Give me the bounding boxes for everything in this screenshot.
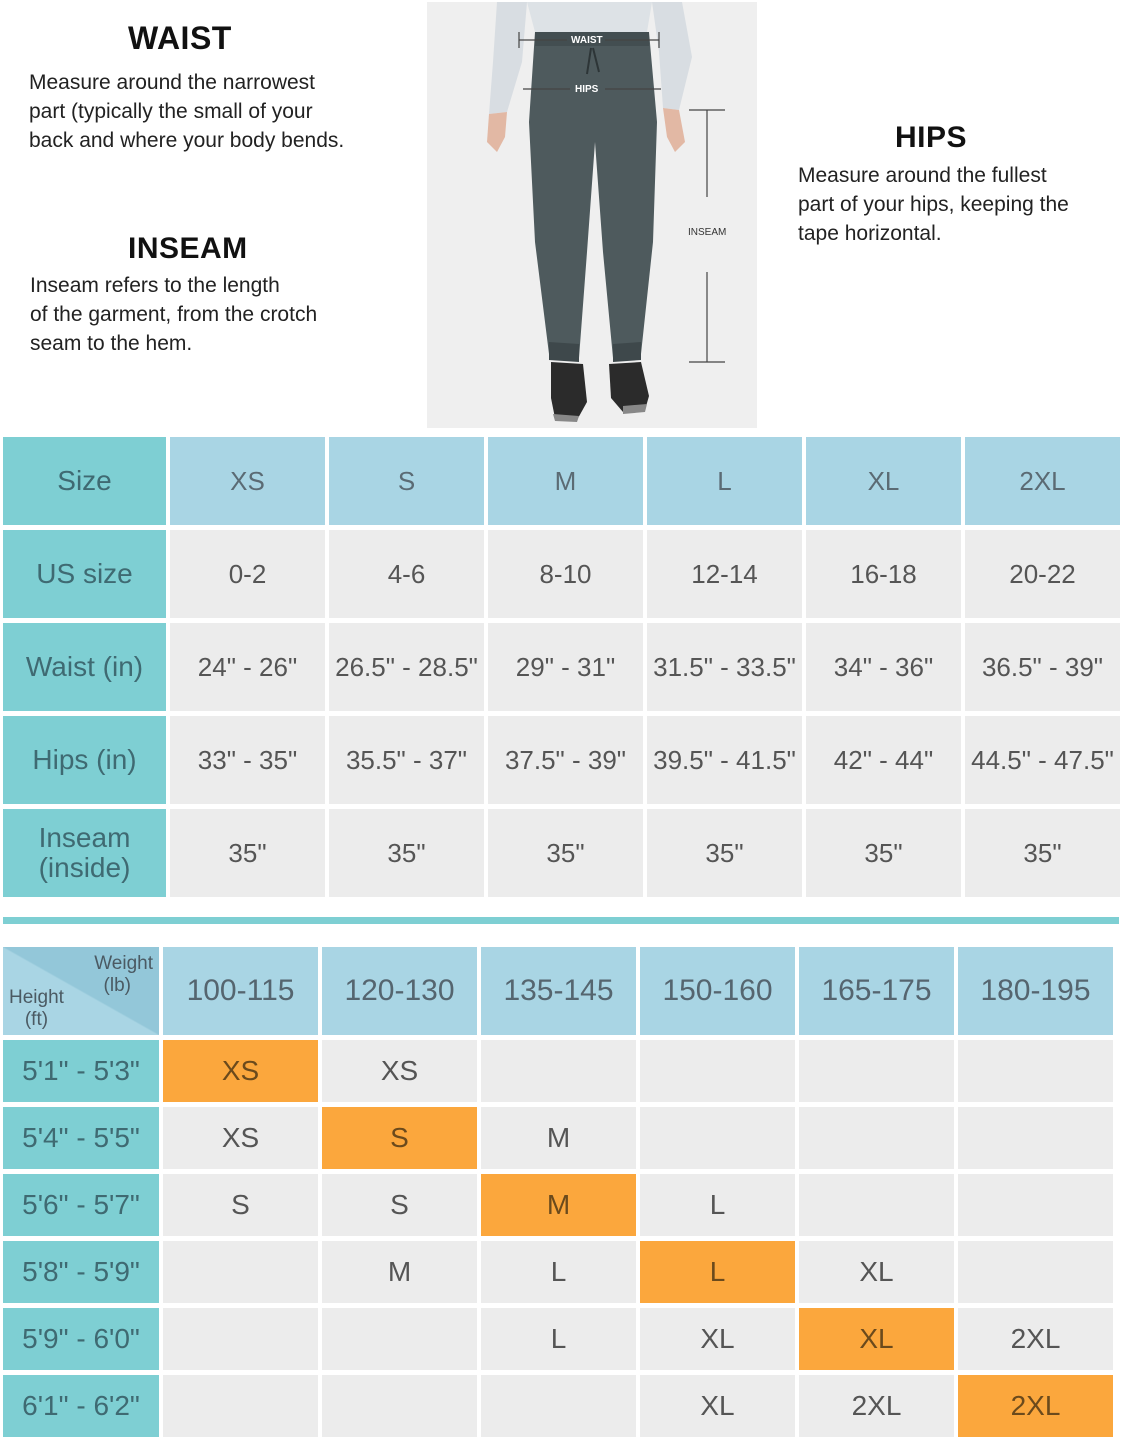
- size-chart-table: [3, 437, 1119, 897]
- recommended-size-cell: XS: [163, 1040, 318, 1102]
- height-row-label: 5'1" - 5'3": [3, 1040, 159, 1102]
- table-cell: 36.5" - 39": [965, 623, 1120, 711]
- size-cell: [799, 1107, 954, 1169]
- table-cell: 42" - 44": [806, 716, 961, 804]
- recommended-size-cell: M: [481, 1174, 636, 1236]
- weight-header: 135-145: [481, 947, 636, 1035]
- table-cell: 35": [329, 809, 484, 897]
- table-cell: 33" - 35": [170, 716, 325, 804]
- hips-description: [798, 161, 1069, 248]
- height-row-label: 6'1" - 6'2": [3, 1375, 159, 1437]
- table-cell: 8-10: [488, 530, 643, 618]
- inseam-description: [30, 271, 317, 358]
- hips-title: HIPS: [895, 121, 968, 154]
- jogger-pants-illustration: [427, 2, 757, 428]
- size-header-2xl: 2XL: [965, 437, 1120, 525]
- height-row-label: 5'9" - 6'0": [3, 1308, 159, 1370]
- size-cell: XL: [799, 1241, 954, 1303]
- size-cell: M: [322, 1241, 477, 1303]
- table-cell: 29" - 31": [488, 623, 643, 711]
- size-header-xs: XS: [170, 437, 325, 525]
- photo-hips-label: HIPS: [575, 84, 599, 95]
- weight-header: 150-160: [640, 947, 795, 1035]
- table-cell: 44.5" - 47.5": [965, 716, 1120, 804]
- waist-line-1: Measure around the narrowest: [29, 71, 315, 94]
- table-cell: 35": [647, 809, 802, 897]
- table-cell: 35": [170, 809, 325, 897]
- row-label-us-size: US size: [3, 530, 166, 618]
- size-cell: L: [481, 1308, 636, 1370]
- size-cell: L: [481, 1241, 636, 1303]
- size-cell: [163, 1241, 318, 1303]
- size-cell: [799, 1040, 954, 1102]
- table-cell: 26.5" - 28.5": [329, 623, 484, 711]
- size-cell: [958, 1241, 1113, 1303]
- photo-inseam-label: INSEAM: [688, 227, 727, 238]
- weight-header: 180-195: [958, 947, 1113, 1035]
- row-label-waist: Waist (in): [3, 623, 166, 711]
- size-cell: M: [481, 1107, 636, 1169]
- height-row-label: 5'8" - 5'9": [3, 1241, 159, 1303]
- size-cell: [958, 1174, 1113, 1236]
- size-cell: [481, 1040, 636, 1102]
- height-row-label: 5'4" - 5'5": [3, 1107, 159, 1169]
- waist-line-2: part (typically the small of your: [29, 100, 313, 123]
- size-cell: L: [640, 1174, 795, 1236]
- table-cell: 35": [488, 809, 643, 897]
- recommended-size-cell: 2XL: [958, 1375, 1113, 1437]
- size-cell: [640, 1107, 795, 1169]
- weight-header: 100-115: [163, 947, 318, 1035]
- table-cell: 20-22: [965, 530, 1120, 618]
- table-cell: 35": [806, 809, 961, 897]
- size-cell: S: [163, 1174, 318, 1236]
- corner-weight-text: Weight: [94, 953, 153, 974]
- recommended-size-cell: S: [322, 1107, 477, 1169]
- size-cell: [799, 1174, 954, 1236]
- photo-waist-label: WAIST: [571, 35, 603, 46]
- size-cell: XL: [640, 1375, 795, 1437]
- inseam-line-1: Inseam refers to the length: [30, 274, 280, 297]
- size-cell: [958, 1107, 1113, 1169]
- inseam-line-2: of the garment, from the crotch: [30, 303, 318, 326]
- hips-line-3: tape horizontal.: [798, 222, 942, 245]
- corner-height-text: Height: [9, 987, 64, 1008]
- row-label-inseam: Inseam (inside): [3, 809, 166, 897]
- inseam-line-3: seam to the hem.: [30, 332, 193, 355]
- size-cell: [322, 1308, 477, 1370]
- height-row-label: 5'6" - 5'7": [3, 1174, 159, 1236]
- recommended-size-cell: L: [640, 1241, 795, 1303]
- hips-line-1: Measure around the fullest: [798, 164, 1047, 187]
- size-cell: [163, 1375, 318, 1437]
- size-cell: [640, 1040, 795, 1102]
- table-cell: 16-18: [806, 530, 961, 618]
- table-cell: 31.5" - 33.5": [647, 623, 802, 711]
- size-header-xl: XL: [806, 437, 961, 525]
- size-header-l: L: [647, 437, 802, 525]
- table-cell: 35.5" - 37": [329, 716, 484, 804]
- section-divider: [3, 917, 1119, 924]
- weight-header: 165-175: [799, 947, 954, 1035]
- size-cell: [322, 1375, 477, 1437]
- inseam-title: INSEAM: [128, 232, 248, 265]
- size-cell: [163, 1308, 318, 1370]
- size-cell: 2XL: [958, 1308, 1113, 1370]
- table-cell: 12-14: [647, 530, 802, 618]
- size-cell: S: [322, 1174, 477, 1236]
- size-header-s: S: [329, 437, 484, 525]
- corner-height-unit: (ft): [24, 1009, 49, 1030]
- table-cell: 24" - 26": [170, 623, 325, 711]
- table-cell: 0-2: [170, 530, 325, 618]
- table-cell: 35": [965, 809, 1120, 897]
- waist-title: WAIST: [128, 20, 232, 56]
- table-cell: 34" - 36": [806, 623, 961, 711]
- weight-header: 120-130: [322, 947, 477, 1035]
- size-cell: 2XL: [799, 1375, 954, 1437]
- size-header-label: Size: [3, 437, 166, 525]
- corner-header: [3, 947, 159, 1035]
- waist-description: [29, 68, 344, 155]
- size-cell: [481, 1375, 636, 1437]
- corner-weight-label: [94, 953, 153, 997]
- size-cell: XS: [322, 1040, 477, 1102]
- size-header-m: M: [488, 437, 643, 525]
- size-cell: [958, 1040, 1113, 1102]
- product-photo: [427, 2, 757, 428]
- table-cell: 39.5" - 41.5": [647, 716, 802, 804]
- fit-chart-table: [3, 947, 1119, 1437]
- corner-height-label: [9, 987, 64, 1031]
- waist-line-3: back and where your body bends.: [29, 129, 345, 152]
- recommended-size-cell: XL: [799, 1308, 954, 1370]
- size-cell: XS: [163, 1107, 318, 1169]
- corner-weight-unit: (lb): [103, 975, 131, 996]
- hips-line-2: part of your hips, keeping the: [798, 193, 1069, 216]
- table-cell: 37.5" - 39": [488, 716, 643, 804]
- row-label-hips: Hips (in): [3, 716, 166, 804]
- size-cell: XL: [640, 1308, 795, 1370]
- table-cell: 4-6: [329, 530, 484, 618]
